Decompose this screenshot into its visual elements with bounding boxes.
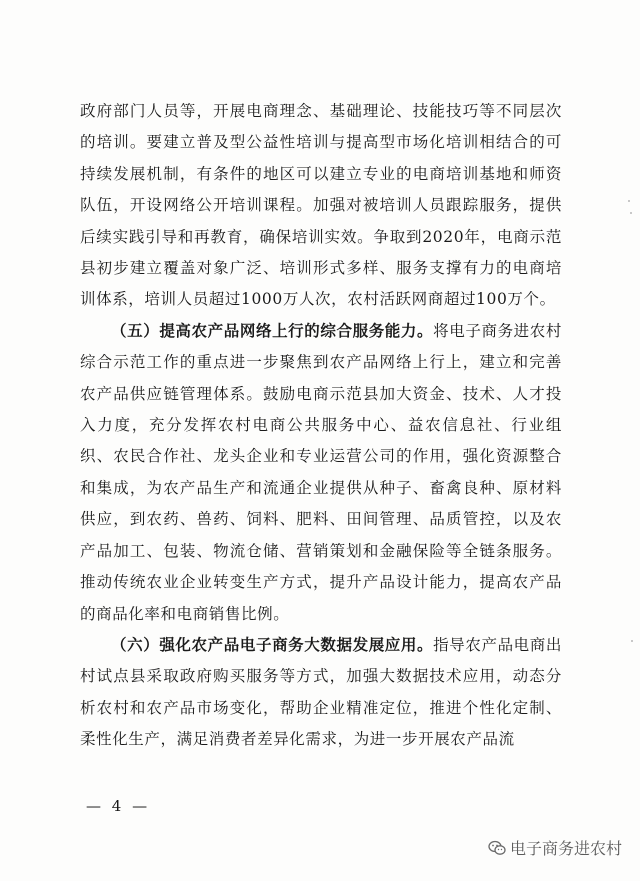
paragraph-3-text: 指导农产品电商出村试点县采取政府购买服务等方式，加强大数据技术应用，动态分析农村和农产品市场变化，帮助企业精准定位，推进个性化定制、柔性化生产，满足消费者差异化需求，为进一步开展农产品流	[80, 635, 562, 749]
paragraph-2	[80, 316, 562, 630]
section-heading-6: （六）强化农产品电子商务大数据发展应用。	[111, 635, 434, 654]
account-watermark	[488, 836, 622, 859]
watermark-text: 电子商务进农村	[509, 839, 622, 858]
scan-speck	[628, 200, 630, 202]
page-number: — 4 —	[86, 797, 151, 815]
paragraph-1	[80, 96, 562, 316]
paragraph-2-text: 将电子商务进农村综合示范工作的重点进一步聚焦到农产品网络上行上，建立和完善农产品供应链管理体系。鼓励电商示范县加大资金、技术、人才投入力度，充分发挥农村电商公共服务中心、益农信息社、行业组织、农民合作社、龙头企业和专业运营公司的作用，强化资源整合和集成，为农产品生产和流通企业提供从种子、畜禽良种、原材料供应，到农药、兽药、饲料、肥料、田间管理、品质管控，以及农产品加工、包装、物流仓储、营销策划和金融保险等全链条服务。推动传统农业企业转变生产方式，提升产品设计能力，提高农产品的商品化率和电商销售比例。	[80, 321, 562, 623]
scan-speck	[630, 212, 632, 214]
wechat-icon	[488, 840, 506, 856]
paragraph-1-text: 政府部门人员等，开展电商理念、基础理论、技能技巧等不同层次的培训。要建立普及型公益性培训与提高型市场化培训相结合的可持续发展机制，有条件的地区可以建立专业的电商培训基地和师资队伍，开设网络公开培训课程。加强对被培训人员跟踪服务，提供后续实践引导和再教育，确保培训实效。争取到2020年，电商示范县初步建立覆盖对象广泛、培训形式多样、服务支撑有力的电商培训体系，培训人员超过1000万人次，农村活跃网商超过100万个。	[80, 102, 562, 309]
paragraph-3	[80, 630, 562, 756]
section-heading-5: （五）提高农产品网络上行的综合服务能力。	[111, 321, 434, 340]
document-body	[80, 96, 562, 756]
scan-speck	[631, 640, 633, 642]
